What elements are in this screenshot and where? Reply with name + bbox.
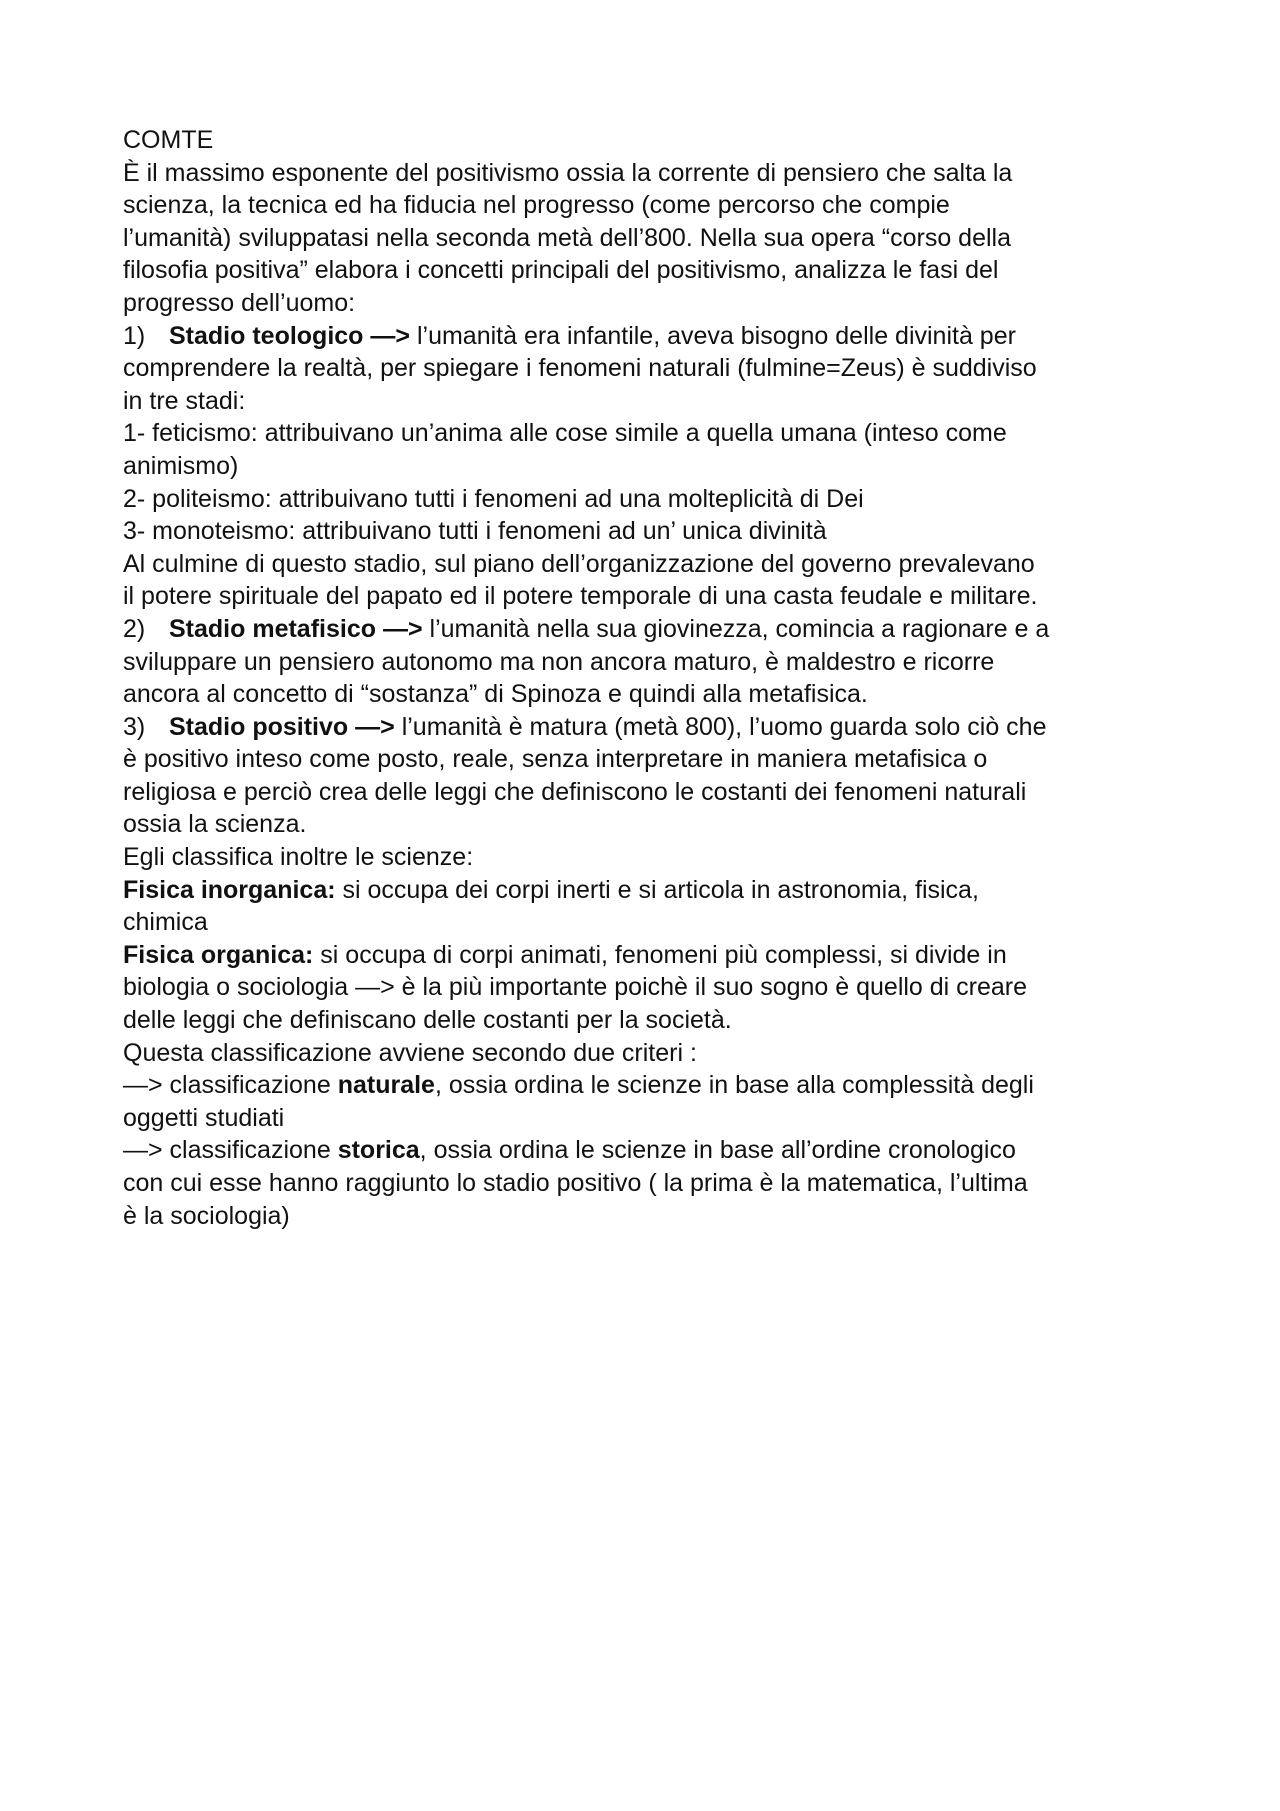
stage-teologico-line: animismo) xyxy=(123,451,239,480)
document-page xyxy=(123,124,1183,1232)
stage-text: l’umanità è matura (metà 800), l’uomo guarda solo ciò che xyxy=(394,712,1047,741)
stage-text: l’umanità era infantile, aveva bisogno delle divinità per xyxy=(410,321,1016,350)
stage-positivo-line: ossia la scienza. xyxy=(123,810,307,839)
criterion-storica xyxy=(123,1134,1183,1167)
criterion-term: storica xyxy=(337,1136,420,1165)
stage-metafisico-heading xyxy=(123,613,1183,646)
arrow: —> xyxy=(382,614,423,643)
stage-positivo-line: religiosa e perciò crea delle leggi che definiscono le costanti dei fenomeni naturali xyxy=(123,777,1027,806)
criterion-text: , ossia ordina le scienze in base alla complessità degli xyxy=(434,1071,1034,1100)
intro-line: l’umanità) sviluppatasi nella seconda metà dell’800. Nella sua opera “corso della xyxy=(123,223,1012,252)
stage-positivo-line: è positivo inteso come posto, reale, senza interpretare in maniera metafisica o xyxy=(123,745,988,774)
document-title: COMTE xyxy=(123,126,214,154)
stage-name: Stadio teologico xyxy=(169,321,364,350)
fisica-inorganica-heading xyxy=(123,874,1183,907)
intro-line: scienza, la tecnica ed ha fiducia nel progresso (come percorso che compie xyxy=(123,191,950,220)
stage-positivo-line: Egli classifica inoltre le scienze: xyxy=(123,843,474,872)
term-text: si occupa di corpi animati, fenomeni più complessi, si divide in xyxy=(313,940,1007,969)
term-label: Fisica organica: xyxy=(123,940,314,969)
stage-number: 2) xyxy=(123,614,146,643)
term-text: si occupa dei corpi inerti e si articola in astronomia, fisica, xyxy=(335,875,979,904)
intro-line: progresso dell’uomo: xyxy=(123,288,356,317)
stage-teologico-line: 3- monoteismo: attribuivano tutti i fenomeni ad un’ unica divinità xyxy=(123,517,827,546)
stage-text: l’umanità nella sua giovinezza, comincia a ragionare e a xyxy=(422,614,1050,643)
arrow: —> xyxy=(370,321,411,350)
fisica-organica-line: Questa classificazione avviene secondo due criteri : xyxy=(123,1038,697,1067)
criterion-prefix: —> classificazione xyxy=(123,1071,338,1100)
fisica-inorganica-line: chimica xyxy=(123,908,208,937)
criterion-naturale-line: oggetti studiati xyxy=(123,1103,285,1132)
stage-number: 1) xyxy=(123,321,146,350)
intro-line: È il massimo esponente del positivismo ossia la corrente di pensiero che salta la xyxy=(123,158,1013,187)
stage-name: Stadio metafisico xyxy=(169,614,376,643)
stage-number: 3) xyxy=(123,712,146,741)
arrow: —> xyxy=(355,712,395,741)
stage-teologico-line: 1- feticismo: attribuivano un’anima alle cose simile a quella umana (inteso come xyxy=(123,419,1007,448)
stage-positivo-heading xyxy=(123,711,1183,744)
stage-teologico-line: Al culmine di questo stadio, sul piano dell’organizzazione del governo prevalevano xyxy=(123,549,1035,578)
criterion-storica-line: con cui esse hanno raggiunto lo stadio positivo ( la prima è la matematica, l’ultima xyxy=(123,1169,1028,1197)
criterion-storica-line: è la sociologia) xyxy=(123,1201,290,1230)
criterion-naturale xyxy=(123,1069,1183,1102)
stage-teologico-line: 2- politeismo: attribuivano tutti i fenomeni ad una molteplicità di Dei xyxy=(123,484,864,513)
fisica-organica-heading xyxy=(123,939,1183,972)
stage-teologico-line: il potere spirituale del papato ed il potere temporale di una casta feudale e militare. xyxy=(123,582,1038,611)
intro-line: filosofia positiva” elabora i concetti principali del positivismo, analizza le fasi del xyxy=(123,256,999,285)
stage-name: Stadio positivo xyxy=(169,712,349,741)
term-label: Fisica inorganica: xyxy=(123,875,336,904)
stage-teologico-line: comprendere la realtà, per spiegare i fenomeni naturali (fulmine=Zeus) è suddiviso xyxy=(123,354,1037,383)
criterion-text: , ossia ordina le scienze in base all’ordine cronologico xyxy=(419,1136,1016,1165)
fisica-organica-line: biologia o sociologia —> è la più importante poichè il suo sogno è quello di creare xyxy=(123,973,1028,1002)
stage-metafisico-line: ancora al concetto di “sostanza” di Spinoza e quindi alla metafisica. xyxy=(123,680,868,709)
criterion-term: naturale xyxy=(337,1071,435,1100)
stage-teologico-heading xyxy=(123,320,1183,353)
stage-metafisico-line: sviluppare un pensiero autonomo ma non ancora maturo, è maldestro e ricorre xyxy=(123,647,995,676)
fisica-organica-line: delle leggi che definiscano delle costanti per la società. xyxy=(123,1006,732,1035)
criterion-prefix: —> classificazione xyxy=(123,1136,338,1165)
stage-teologico-line: in tre stadi: xyxy=(123,386,246,415)
